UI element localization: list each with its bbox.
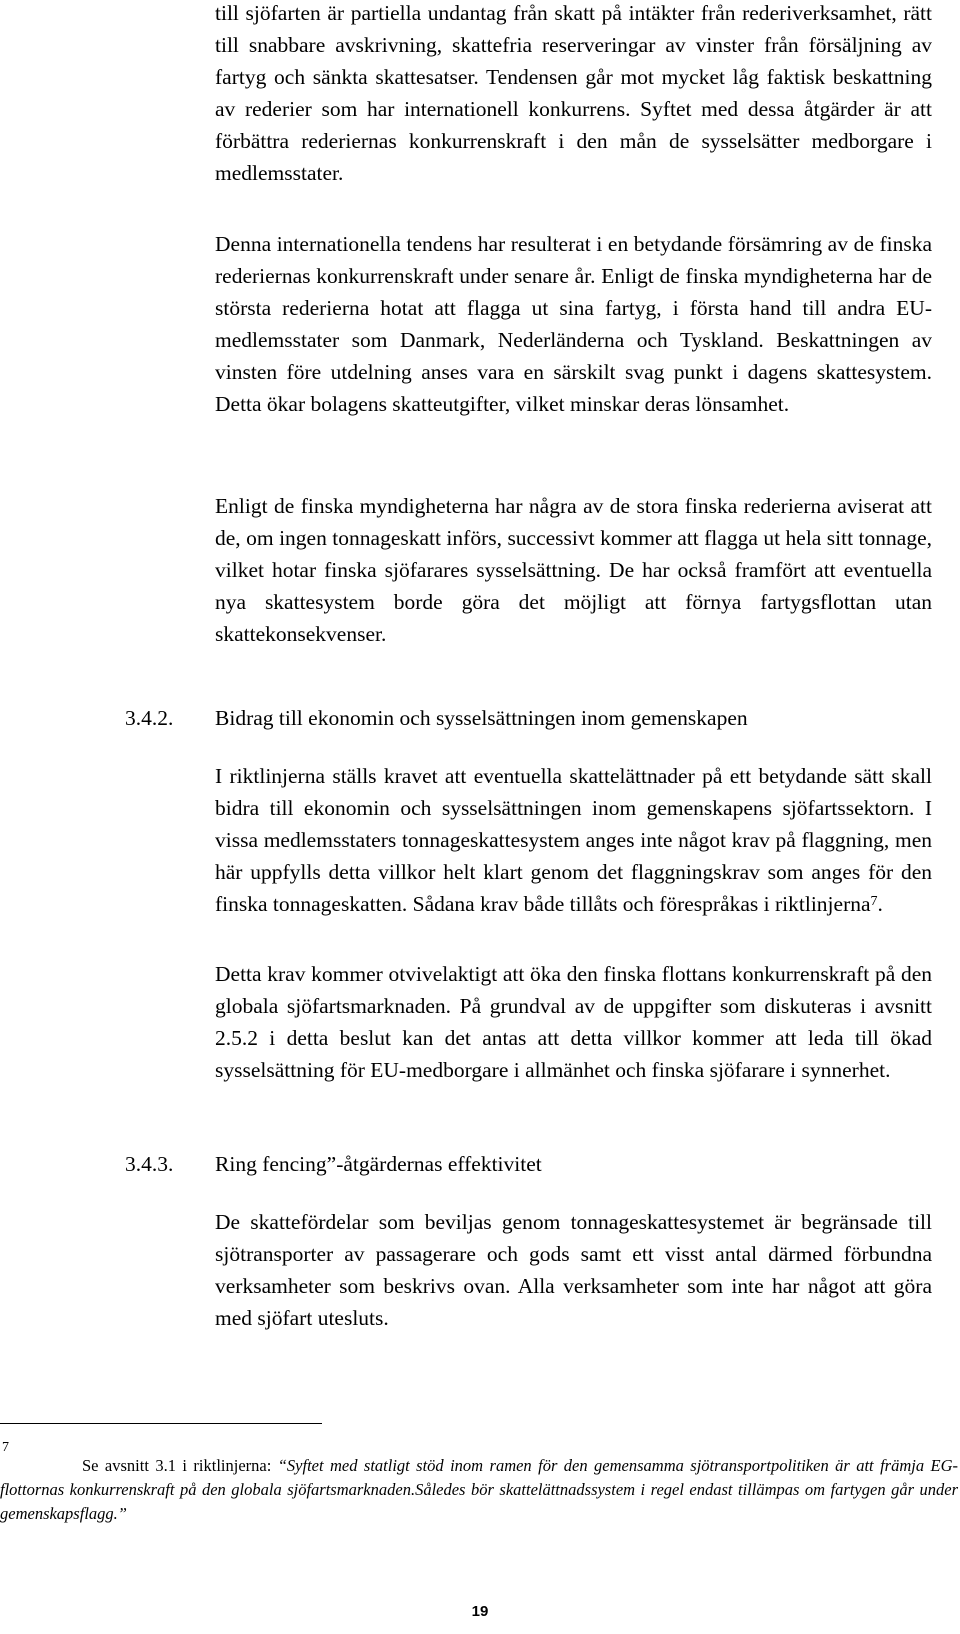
body-paragraph: Denna internationella tendens har resulterat i en betydande försämring av de finska rederiernas konkurrenskraft under senare år. Enligt de finska myndigheterna har de största rederierna hotat att flagga ut sina fartyg, i första hand till andra EU-medlemsstater som Danmark, Nederländerna och Tyskland. Beskattningen av vinsten före utdelning anses vara en särskilt svag punkt i dagens skattesystem. Detta ökar bolagens skatteutgifter, vilket minskar deras lönsamhet. bbox=[215, 232, 932, 417]
paragraph-end: . bbox=[877, 892, 883, 917]
body-paragraph: Detta krav kommer otvivelaktigt att öka den finska flottans konkurrenskraft på den globala sjöfartsmarknaden. På grundval av de uppgifter som diskuteras i avsnitt 2.5.2 i detta beslut kan det antas att detta villkor kommer att leda till ökad sysselsättning för EU-medborgare i allmänhet och finska sjöfarare i synnerhet. bbox=[215, 962, 932, 1083]
footnote bbox=[0, 1454, 958, 1526]
body-paragraph: De skattefördelar som beviljas genom tonnageskattesystemet är begränsade till sjötransporter av passagerare och gods samt ett visst antal därmed förbundna verksamheter som beskrivs ovan. Alla verksamheter som inte har något att göra med sjöfart utesluts. bbox=[215, 1210, 932, 1331]
footnote-mark: 7 bbox=[2, 1440, 9, 1455]
section-number: 3.4.2. bbox=[125, 706, 174, 730]
footnote-lead: Se avsnitt 3.1 i riktlinjerna: bbox=[82, 1456, 278, 1475]
body-paragraph: Enligt de finska myndigheterna har några av de stora finska rederierna aviserat att de, om ingen tonnageskatt införs, successivt kommer att flagga ut hela sitt tonnage, vilket hotar finska sjöfarares sysselsättning. De har också framfört att eventuella nya skattesystem borde göra det möjligt att förnya fartygsflottan utan skattekonsekvenser. bbox=[215, 494, 932, 647]
footnote-reference: 7 bbox=[870, 894, 878, 910]
footnote-divider bbox=[0, 1423, 322, 1424]
paragraph-text: I riktlinjerna ställs kravet att eventuella skattelättnader på ett betydande sätt skall bidra till ekonomin och sysselsättningen inom gemenskapens sjöfartssektorn. I vissa medlemsstaters tonnageskattesystem anges inte något krav på flaggning, men här uppfylls detta villkor helt klart genom det flaggningskrav som anges för den finska tonnageskatten. Sådana krav både tillåts och förespråkas i riktlinjerna bbox=[215, 764, 932, 917]
section-number: 3.4.3. bbox=[125, 1152, 174, 1176]
body-paragraph: till sjöfarten är partiella undantag från skatt på intäkter från rederiverksamhet, rätt till snabbare avskrivning, skattefria reserveringar av vinster från försäljning av fartyg och sänkta skattesatser. Tendensen går mot mycket låg faktisk beskattning av rederier som har internationell konkurrens. Syftet med dessa åtgärder är att förbättra rederiernas konkurrenskraft i den mån de sysselsätter medborgare i medlemsstater. bbox=[215, 1, 932, 186]
body-paragraph bbox=[215, 760, 932, 920]
page-number: 19 bbox=[471, 1603, 489, 1620]
section-heading: Bidrag till ekonomin och sysselsättningen inom gemenskapen bbox=[215, 706, 748, 730]
footnote-quote: “Syftet med statligt stöd inom ramen för den gemensamma sjötransportpolitiken är att främja EG-flottornas konkurrenskraft på den globala sjöfartsmarknaden.Således bör skattelättnadssystem i regel endast tillämpas om fartygen går under gemenskapsflagg.” bbox=[0, 1456, 958, 1523]
section-heading: Ring fencing”-åtgärdernas effektivitet bbox=[215, 1152, 542, 1176]
